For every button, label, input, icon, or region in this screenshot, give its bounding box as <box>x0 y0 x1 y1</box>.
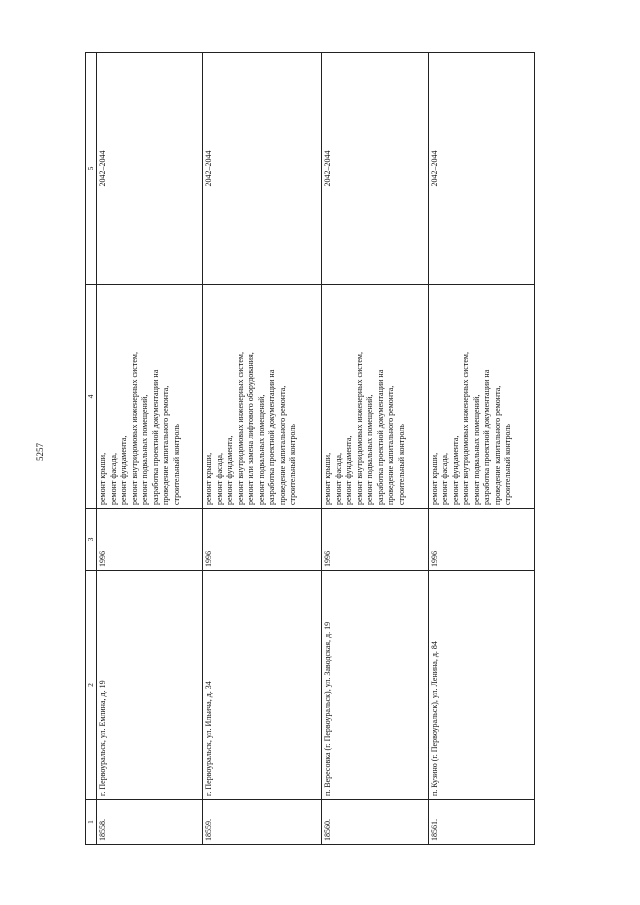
work-item: строительный контроль <box>396 424 406 505</box>
work-item: ремонт подвальных помещений, <box>471 394 481 505</box>
column-header-2: 2 <box>86 571 97 800</box>
table-row <box>428 53 534 845</box>
column-number-row <box>86 53 97 845</box>
address-cell: г. Первоуральск, ул. Емлина, д. 19 <box>97 571 203 800</box>
work-item: ремонт подвальных помещений, <box>365 394 375 505</box>
work-item: ремонт фундамента, <box>344 435 354 505</box>
work-item: ремонт подвальных помещений, <box>256 394 266 505</box>
build-year-cell: 1996 <box>203 509 322 571</box>
works-cell <box>428 285 534 509</box>
work-item: ремонт внутридомовых инженерных систем, <box>129 352 139 505</box>
column-header-5: 5 <box>86 53 97 285</box>
address-cell: п. Кузино (г. Первоуральск), ул. Ленина, д. 84 <box>428 571 534 800</box>
work-item: ремонт крыши, <box>98 452 107 505</box>
work-item: разработка проектной документации на <box>375 369 385 505</box>
work-item: ремонт внутридомовых инженерных систем, <box>235 352 245 505</box>
work-item: строительный контроль <box>171 424 181 505</box>
work-item: ремонт внутридомовых инженерных систем, <box>461 352 471 505</box>
work-item: разработка проектной документации на <box>482 369 492 505</box>
column-header-3: 3 <box>86 509 97 571</box>
table-body <box>97 53 535 845</box>
work-item: ремонт крыши, <box>429 452 439 505</box>
table-row <box>97 53 203 845</box>
work-item: разработка проектной документации на <box>267 369 277 505</box>
work-item: проведение капитального ремонта, <box>277 385 287 505</box>
column-header-4: 4 <box>86 285 97 509</box>
work-item: ремонт фасада, <box>214 453 224 505</box>
period-cell: 2042–2044 <box>203 53 322 285</box>
table-row <box>322 53 428 845</box>
address-cell: п. Вересовка (г. Первоуральск), ул. Заводская, д. 19 <box>322 571 428 800</box>
works-cell <box>322 285 428 509</box>
work-item: ремонт фундамента, <box>225 435 235 505</box>
work-item: ремонт фундамента, <box>450 435 460 505</box>
work-item: разработка проектной документации на <box>150 369 160 505</box>
work-item: проведение капитального ремонта, <box>386 385 396 505</box>
rotated-table-container <box>85 78 535 845</box>
work-item: ремонт фасада, <box>108 453 118 505</box>
build-year-cell: 1996 <box>97 509 203 571</box>
work-item: строительный контроль <box>503 424 513 505</box>
work-item: ремонт внутридомовых инженерных систем, <box>354 352 364 505</box>
work-item: ремонт фасада, <box>440 453 450 505</box>
period-cell: 2042–2044 <box>322 53 428 285</box>
row-number-cell: 18559. <box>203 800 322 845</box>
work-item: ремонт фундамента, <box>119 435 128 505</box>
works-cell <box>203 285 322 509</box>
work-item: проведение капитального ремонта, <box>492 385 502 505</box>
row-number-cell: 18560. <box>322 800 428 845</box>
repair-schedule-table <box>85 52 535 845</box>
period-cell: 2042–2044 <box>428 53 534 285</box>
work-item: проведение капитального ремонта, <box>161 385 170 505</box>
work-item: ремонт крыши, <box>323 452 333 505</box>
row-number-cell: 18558. <box>97 800 203 845</box>
work-item: ремонт или замена лифтового оборудования, <box>246 352 256 505</box>
work-item: ремонт подвальных помещений, <box>140 394 149 505</box>
work-item: ремонт крыши, <box>204 452 214 505</box>
work-item: строительный контроль <box>288 424 298 505</box>
column-header-1: 1 <box>86 800 97 845</box>
build-year-cell: 1996 <box>428 509 534 571</box>
table-row <box>203 53 322 845</box>
work-item: ремонт фасада, <box>333 453 343 505</box>
period-cell: 2042–2044 <box>97 53 203 285</box>
page-number: 5257 <box>35 443 45 461</box>
works-cell <box>97 285 203 509</box>
build-year-cell: 1996 <box>322 509 428 571</box>
address-cell: г. Первоуральск, ул. Ильича, д. 34 <box>203 571 322 800</box>
row-number-cell: 18561. <box>428 800 534 845</box>
